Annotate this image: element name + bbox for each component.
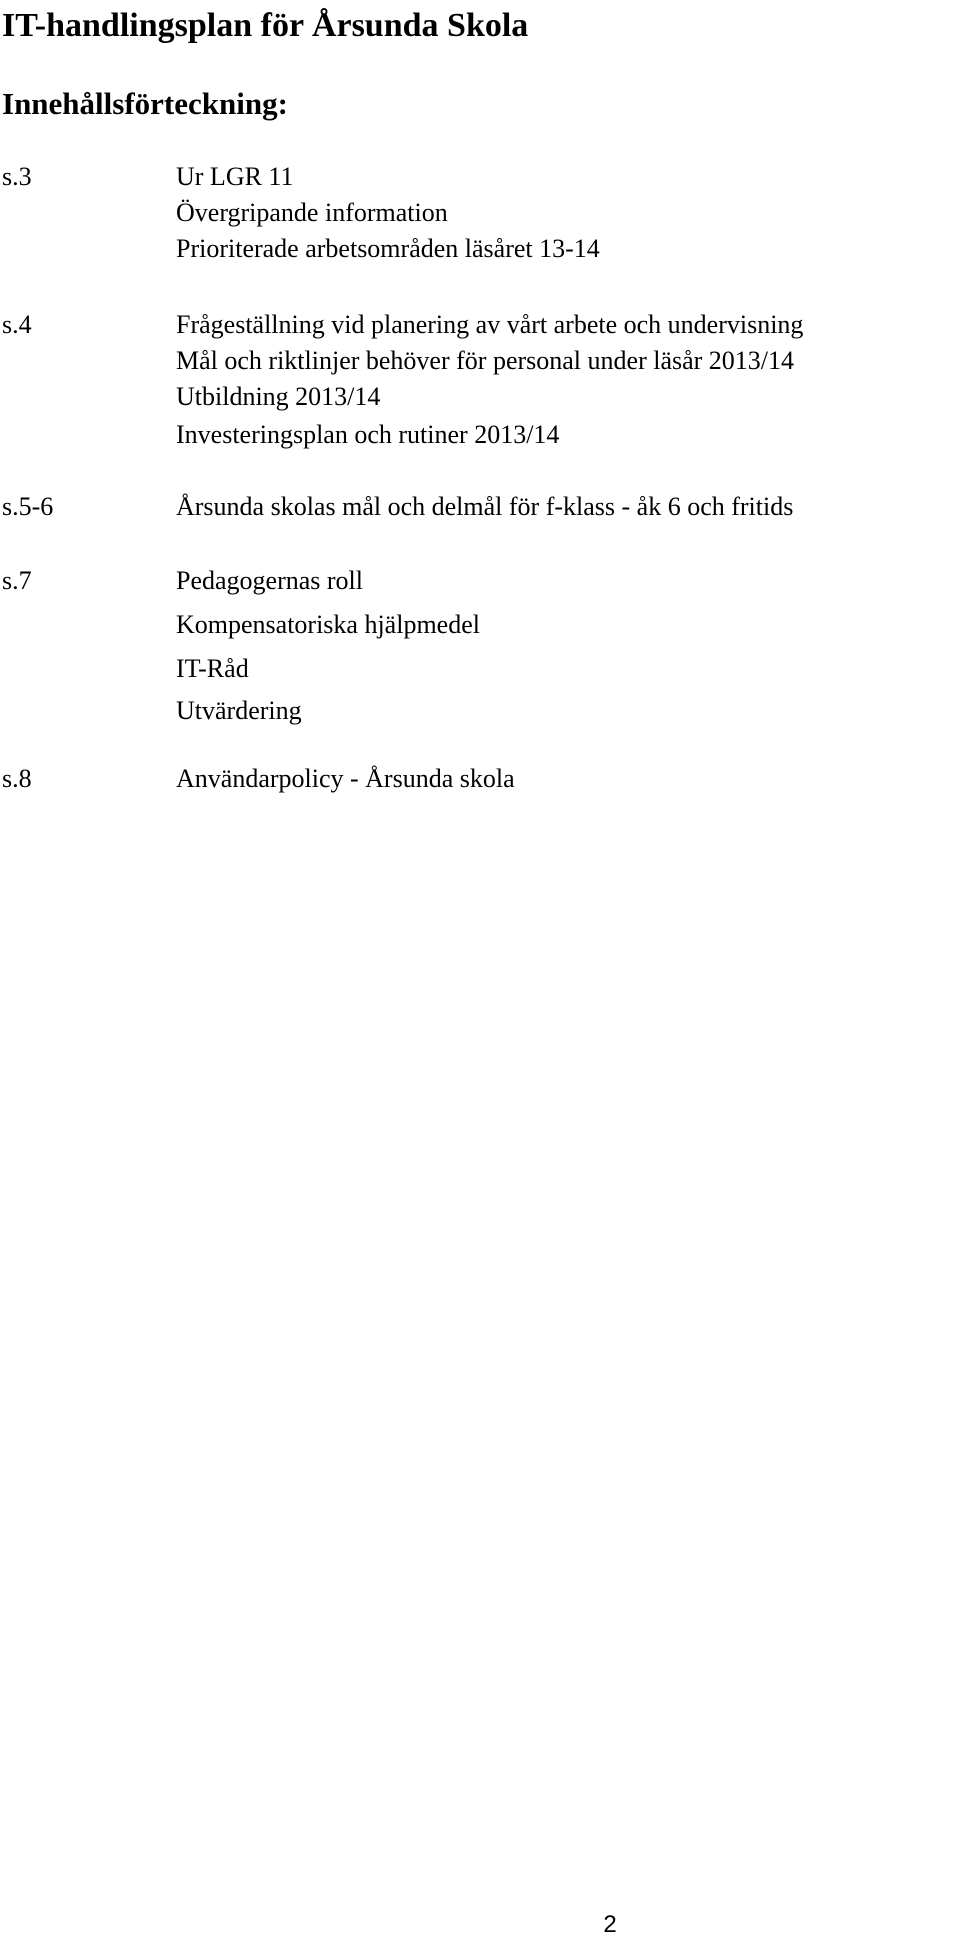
toc-entry: Mål och riktlinjer behöver för personal under läsår 2013/14: [176, 346, 795, 375]
toc-entry: Utvärdering: [176, 696, 302, 725]
toc-entry: IT-Råd: [176, 654, 249, 683]
toc-heading: Innehållsförteckning:: [2, 86, 288, 121]
toc-entry: Investeringsplan och rutiner 2013/14: [176, 420, 560, 449]
toc-entry: Årsunda skolas mål och delmål för f-klass - åk 6 och fritids: [176, 492, 794, 521]
toc-page-ref: s.8: [2, 764, 32, 793]
toc-entry: Utbildning 2013/14: [176, 382, 381, 411]
toc-entry: Övergripande information: [176, 198, 448, 227]
toc-page-ref: s.3: [2, 162, 32, 191]
toc-entry: Användarpolicy - Årsunda skola: [176, 764, 515, 793]
toc-page-ref: s.7: [2, 566, 32, 595]
toc-entry: Kompensatoriska hjälpmedel: [176, 610, 480, 639]
toc-entry: Prioriterade arbetsområden läsåret 13-14: [176, 234, 600, 263]
document-title: IT-handlingsplan för Årsunda Skola: [2, 7, 529, 44]
toc-entry: Frågeställning vid planering av vårt arbete och undervisning: [176, 310, 804, 339]
toc-entry: Ur LGR 11: [176, 162, 294, 191]
page-number: 2: [603, 1911, 617, 1938]
toc-entry: Pedagogernas roll: [176, 566, 364, 595]
toc-page-ref: s.5-6: [2, 492, 54, 521]
toc-page-ref: s.4: [2, 310, 32, 339]
